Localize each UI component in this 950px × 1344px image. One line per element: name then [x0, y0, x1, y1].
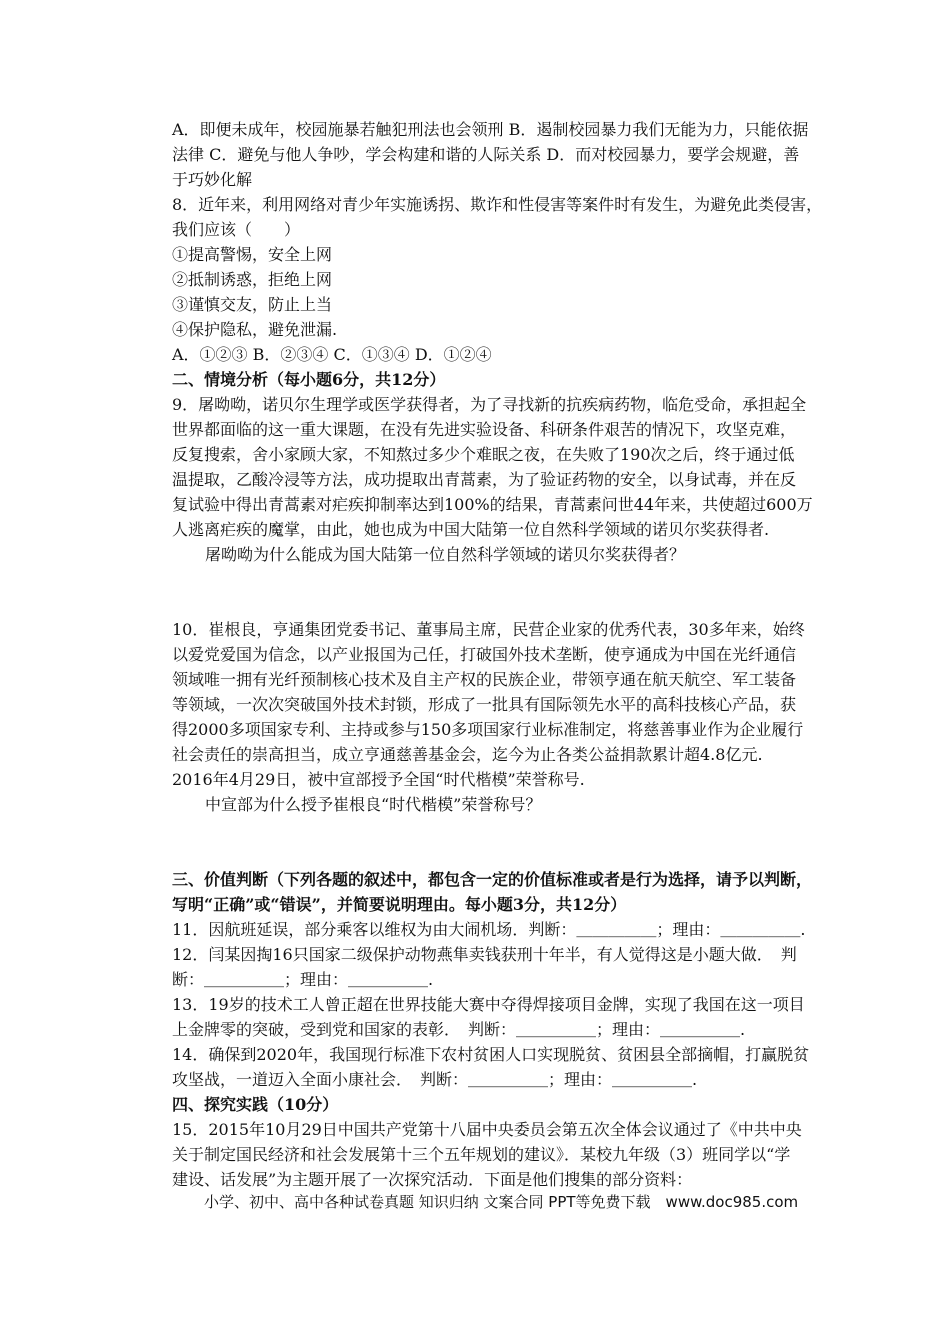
footer-text: 小学、初中、高中各种试卷真题 知识归纳 文案合同 PPT等免费下载 www.doc985.com: [204, 1193, 799, 1211]
q9-line-6: 人逃离疟疾的魔掌，由此，她也成为中国大陆第一位自然科学领域的诺贝尔奖获得者.: [172, 520, 770, 539]
q9-question: 屠呦呦为什么能成为国大陆第一位自然科学领域的诺贝尔奖获得者？: [205, 545, 686, 564]
q9-line-1: 9．屠呦呦，诺贝尔生理学或医学获得者，为了寻找新的抗疾病药物，临危受命，承担起全: [172, 395, 807, 414]
q15-line-1: 15．2015年10月29日中国共产党第十八届中央委员会第五次全体会议通过了《中共中央: [172, 1120, 802, 1139]
q14-line-2: 攻坚战，一道迈入全面小康社会． 判断：＿＿＿＿＿；理由：＿＿＿＿＿.: [172, 1070, 698, 1089]
q10-line-4: 等领域，一次次突破国外技术封锁，形成了一批具有国际领先水平的高科技核心产品，获: [172, 695, 797, 714]
q8-option-3: ③谨慎交友，防止上当: [172, 295, 333, 314]
q12-line-2: 断：＿＿＿＿＿；理由：＿＿＿＿＿.: [172, 970, 434, 989]
q14-line-1: 14．确保到2020年，我国现行标准下农村贫困人口实现脱贫、贫困县全部摘帽，打赢脱贫: [172, 1045, 810, 1064]
section-4-heading: 四、探究实践（10分）: [172, 1095, 339, 1114]
q10-line-6: 社会责任的崇高担当，成立亨通慈善基金会，迄今为止各类公益捐款累计超4.8亿元.: [172, 745, 763, 764]
q8-stem-line-2: 我们应该（ ）: [172, 220, 301, 239]
q7-option-line-1: A．即便未成年，校园施暴若触犯刑法也会领刑 B．遏制校园暴力我们无能为力，只能依据: [172, 120, 809, 139]
q8-option-1: ①提高警惕，安全上网: [172, 245, 333, 264]
q8-option-4: ④保护隐私，避免泄漏.: [172, 320, 338, 339]
q10-line-2: 以爱党爱国为信念，以产业报国为己任，打破国外技术垄断，使亨通成为中国在光纤通信: [172, 645, 797, 664]
q15-line-3: 建设、话发展”为主题开展了一次探究活动．下面是他们搜集的部分资料：: [172, 1170, 693, 1189]
q7-option-line-2: 法律 C．避免与他人争吵，学会构建和谐的人际关系 D．而对校园暴力，要学会规避，善: [172, 145, 800, 164]
q11-line-1: 11．因航班延误，部分乘客以维权为由大闹机场．判断：＿＿＿＿＿；理由：＿＿＿＿＿.: [172, 920, 806, 939]
q7-option-line-3: 于巧妙化解: [172, 170, 253, 189]
section-3-heading-line-1: 三、价值判断（下列各题的叙述中，都包含一定的价值标准或者是行为选择，请予以判断，: [172, 870, 813, 889]
q9-line-2: 世界都面临的这一重大课题，在没有先进实验设备、科研条件艰苦的情况下，攻坚克难，: [172, 420, 797, 439]
q8-stem-line-1: 8．近年来，利用网络对青少年实施诱拐、欺诈和性侵害等案件时有发生，为避免此类侵害，: [172, 195, 823, 214]
q10-line-5: 得2000多项国家专利、主持或参与150多项国家行业标准制定，将慈善事业作为企业履行: [172, 720, 804, 739]
q10-line-1: 10．崔根良，亨通集团党委书记、董事局主席，民营企业家的优秀代表，30多年来，始终: [172, 620, 805, 639]
q8-answer-choices: A．①②③ B．②③④ C．①③④ D．①②④: [172, 345, 492, 364]
section-2-heading: 二、情境分析（每小题6分，共12分）: [172, 370, 446, 389]
q10-line-3: 领域唯一拥有光纤预制核心技术及自主产权的民族企业，带领亨通在航天航空、军工装备: [172, 670, 797, 689]
q9-line-5: 复试验中得出青蒿素对疟疾抑制率达到100%的结果，青蒿素问世44年来，共使超过600万: [172, 495, 813, 514]
q15-line-2: 关于制定国民经济和社会发展第十三个五年规划的建议》．某校九年级（3）班同学以“学: [172, 1145, 791, 1164]
section-3-heading-line-2: 写明“正确”或“错误”，并简要说明理由。每小题3分，共12分）: [172, 895, 627, 914]
q13-line-2: 上金牌零的突破，受到党和国家的表彰． 判断：＿＿＿＿＿；理由：＿＿＿＿＿.: [172, 1020, 746, 1039]
q13-line-1: 13．19岁的技术工人曾正超在世界技能大赛中夺得焊接项目金牌，实现了我国在这一项目: [172, 995, 805, 1014]
q9-line-4: 温提取，乙酸冷浸等方法，成功提取出青蒿素，为了验证药物的安全，以身试毒，并在反: [172, 470, 797, 489]
q10-line-7: 2016年4月29日，被中宣部授予全国“时代楷模”荣誉称号.: [172, 770, 585, 789]
q8-option-2: ②抵制诱惑，拒绝上网: [172, 270, 333, 289]
q9-line-3: 反复搜索，舍小家顾大家，不知熬过多少个难眠之夜，在失败了190次之后，终于通过低: [172, 445, 795, 464]
q12-line-1: 12．闫某因掏16只国家二级保护动物燕隼卖钱获刑十年半，有人觉得这是小题大做． 判: [172, 945, 797, 964]
q10-question: 中宣部为什么授予崔根良“时代楷模”荣誉称号？: [205, 795, 542, 814]
